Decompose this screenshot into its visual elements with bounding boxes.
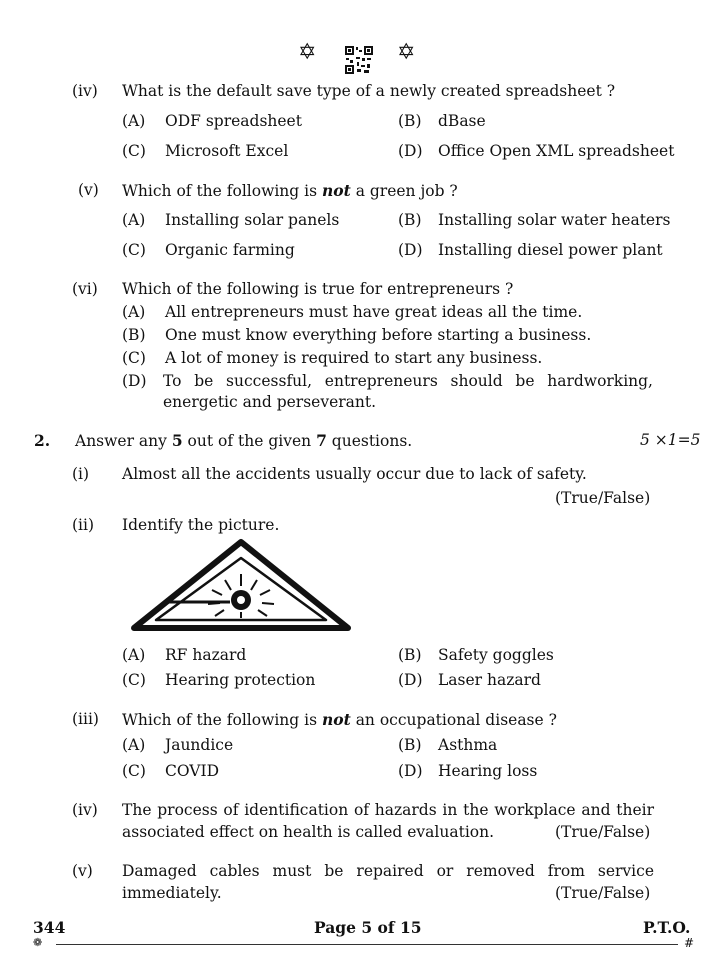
option-label: (B) [398,112,422,130]
option-text-continued: energetic and perseverant. [163,393,377,411]
option-text: Installing solar water heaters [438,211,671,229]
option-label: (D) [398,671,423,689]
question-text: Damaged cables must be repaired or removed from service [122,862,654,880]
star-icon: ✡ [397,40,416,65]
option-label: (C) [122,241,146,259]
page-number: Page 5 of 15 [314,918,422,937]
question-text-continued: associated effect on health is called evaluation. [122,823,495,841]
question-text: Which of the following is true for entrepreneurs ? [122,280,514,298]
page-header [0,40,727,80]
option-text: dBase [438,112,486,130]
question-number: (vi) [72,280,98,298]
option-label: (C) [122,671,146,689]
question-text: What is the default save type of a newly created spreadsheet ? [122,82,616,100]
option-text: RF hazard [165,646,247,664]
laser-hazard-sign-icon [130,538,352,634]
question-text: The process of identification of hazards in the workplace and their [122,801,654,819]
option-text: Jaundice [165,736,234,754]
option-label: (D) [122,372,147,390]
option-text: All entrepreneurs must have great ideas all the time. [165,303,583,321]
question-number: (v) [78,181,99,199]
true-false-tag: (True/False) [555,823,651,841]
option-text: To be successful, entrepreneurs should be hardworking, [163,372,653,390]
option-text: Safety goggles [438,646,554,664]
question-text: Which of the following is not a green job ? [122,181,458,200]
paper-code: 344 [33,918,66,937]
marks: 5 ×1=5 [640,431,701,449]
question-number: (iv) [72,801,98,819]
option-text: A lot of money is required to start any business. [165,349,543,367]
option-label: (B) [122,326,146,344]
option-label: (A) [122,646,146,664]
qr-code-icon [345,46,373,74]
section-instruction: Answer any 5 out of the given 7 questions. [75,431,413,450]
footer-rule [56,944,678,945]
question-number: (iii) [72,710,99,728]
option-text: Asthma [438,736,498,754]
option-label: (B) [398,646,422,664]
option-label: (A) [122,303,146,321]
option-text: Hearing protection [165,671,316,689]
option-text: One must know everything before starting a business. [165,326,592,344]
question-number: (i) [72,465,90,483]
star-icon: ✡ [298,40,317,65]
question-text-continued: immediately. [122,884,222,902]
question-text: Almost all the accidents usually occur due to lack of safety. [122,465,587,483]
option-text: COVID [165,762,220,780]
option-label: (C) [122,142,146,160]
option-text: ODF spreadsheet [165,112,302,130]
option-label: (D) [398,241,423,259]
option-label: (C) [122,762,146,780]
option-label: (B) [398,211,422,229]
true-false-tag: (True/False) [555,489,651,507]
option-label: (A) [122,112,146,130]
option-label: (C) [122,349,146,367]
option-text: Office Open XML spreadsheet [438,142,675,160]
question-text: Which of the following is not an occupational disease ? [122,710,557,729]
pto-label: P.T.O. [643,918,691,937]
question-text: Identify the picture. [122,516,280,534]
option-text: Installing diesel power plant [438,241,663,259]
option-label: (B) [398,736,422,754]
question-number: (iv) [72,82,98,100]
option-label: (A) [122,736,146,754]
option-label: (A) [122,211,146,229]
footer-mark-icon: ❁ [33,936,43,949]
option-text: Installing solar panels [165,211,340,229]
option-text: Organic farming [165,241,295,259]
footer-hash-mark: # [684,936,695,950]
option-label: (D) [398,762,423,780]
question-number: 2. [34,431,51,450]
true-false-tag: (True/False) [555,884,651,902]
option-text: Hearing loss [438,762,538,780]
question-number: (ii) [72,516,95,534]
question-number: (v) [72,862,93,880]
option-text: Microsoft Excel [165,142,289,160]
option-text: Laser hazard [438,671,541,689]
option-label: (D) [398,142,423,160]
